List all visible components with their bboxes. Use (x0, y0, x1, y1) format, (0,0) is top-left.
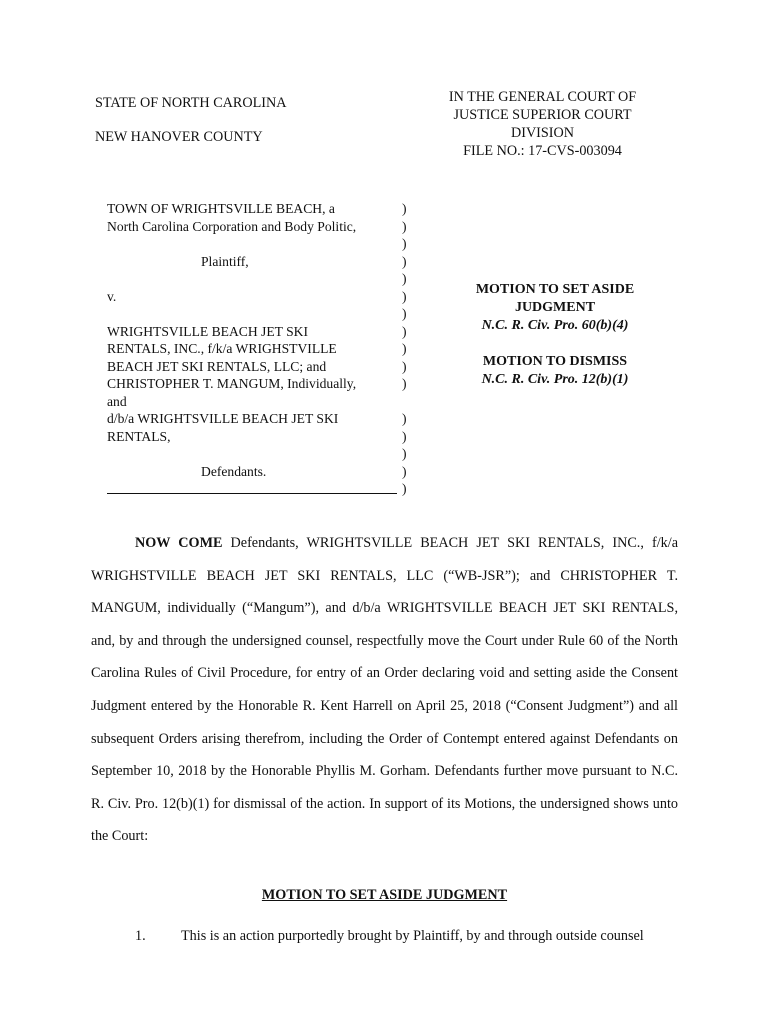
defendant-name: RENTALS, (107, 428, 171, 444)
defendant-name: d/b/a WRIGHTSVILLE BEACH JET SKI (107, 411, 339, 426)
plaintiff-name: North Carolina Corporation and Body Politic, (107, 218, 357, 234)
defendant-name: BEACH JET SKI RENTALS, LLC; and (107, 358, 327, 374)
file-number: FILE NO.: 17-CVS-003094 (463, 143, 622, 159)
motion-dismiss-title: MOTION TO DISMISS (482, 354, 628, 369)
paren: ) (402, 411, 407, 426)
defendant-name: RENTALS, INC., f/k/a WRIGHSTVILLE (107, 341, 337, 356)
now-come-lead: NOW COME (135, 535, 223, 551)
motion-dismiss-rule: N.C. R. Civ. Pro. 12(b)(1) (481, 372, 629, 387)
paragraph-text: This is an action purportedly brought by Plaintiff, by and through outside counsel (181, 928, 644, 944)
case-caption-parties (107, 200, 397, 480)
plaintiff-label: Plaintiff, (201, 253, 249, 269)
defendant-label: Defendants. (201, 463, 267, 479)
intro-text: Defendants, WRIGHTSVILLE BEACH JET SKI RENTALS, INC., f/k/a WRIGHSTVILLE BEACH JET SKI RENTALS, LLC (“WB-JSR”); and CHRISTOPHER T. MANGUM, individually (“Mangum”), and d/b/a WRIGHTSVILLE BEACH JET SKI RENTALS, and, by and through the undersigned counsel, respectfully move the Court under Rule 60 of the North Carolina Rules of Civil Procedure, for entry of an Order declaring void and setting aside the Consent Judgment entered by the Honorable R. Kent Harrell on April 25, 2018 (“Consent Judgment”) and all subsequent Orders arising therefrom, including the Order of Contempt entered against Defendants on September 10, 2018 by the Honorable Phyllis M. Gorham. Defendants further move pursuant to N.C. R. Civ. Pro. 12(b)(1) for dismissal of the action. In support of its Motions, the undersigned shows unto the Court: (91, 535, 678, 845)
paren: ) (402, 446, 407, 461)
motion-titles (440, 281, 670, 389)
state-line: STATE OF NORTH CAROLINA (95, 95, 287, 111)
intro-paragraph (91, 527, 678, 853)
county-line: NEW HANOVER COUNTY (95, 129, 263, 145)
paren: ) (402, 341, 407, 356)
paren: ) (402, 323, 407, 339)
court-line: JUSTICE SUPERIOR COURT (453, 107, 632, 123)
section-heading: MOTION TO SET ASIDE JUDGMENT (261, 887, 508, 903)
paren: ) (402, 306, 407, 321)
paragraph-number: 1. (135, 928, 146, 944)
paren: ) (402, 218, 407, 234)
paren: ) (402, 481, 407, 496)
caption-parentheses (402, 200, 414, 498)
paren: ) (402, 358, 407, 374)
paren: ) (402, 271, 407, 286)
plaintiff-name: TOWN OF WRIGHTSVILLE BEACH, a (107, 201, 335, 216)
court-heading (420, 88, 665, 160)
defendant-name: and (107, 393, 127, 409)
paren: ) (402, 376, 407, 391)
motion-set-aside-title: MOTION TO SET ASIDE (475, 282, 635, 297)
motion-set-aside-title: JUDGMENT (514, 300, 596, 315)
motion-set-aside-rule: N.C. R. Civ. Pro. 60(b)(4) (481, 318, 629, 333)
defendant-name: CHRISTOPHER T. MANGUM, Individually, (107, 376, 357, 391)
paren: ) (402, 236, 407, 251)
paren: ) (402, 288, 407, 304)
paren: ) (402, 201, 407, 216)
paren: ) (402, 428, 407, 444)
court-line: DIVISION (510, 125, 575, 141)
versus: v. (107, 288, 117, 304)
caption-rule (107, 493, 397, 494)
paren: ) (402, 463, 407, 479)
court-line: IN THE GENERAL COURT OF (448, 89, 637, 105)
paren: ) (402, 253, 407, 269)
defendant-name: WRIGHTSVILLE BEACH JET SKI (107, 323, 308, 339)
